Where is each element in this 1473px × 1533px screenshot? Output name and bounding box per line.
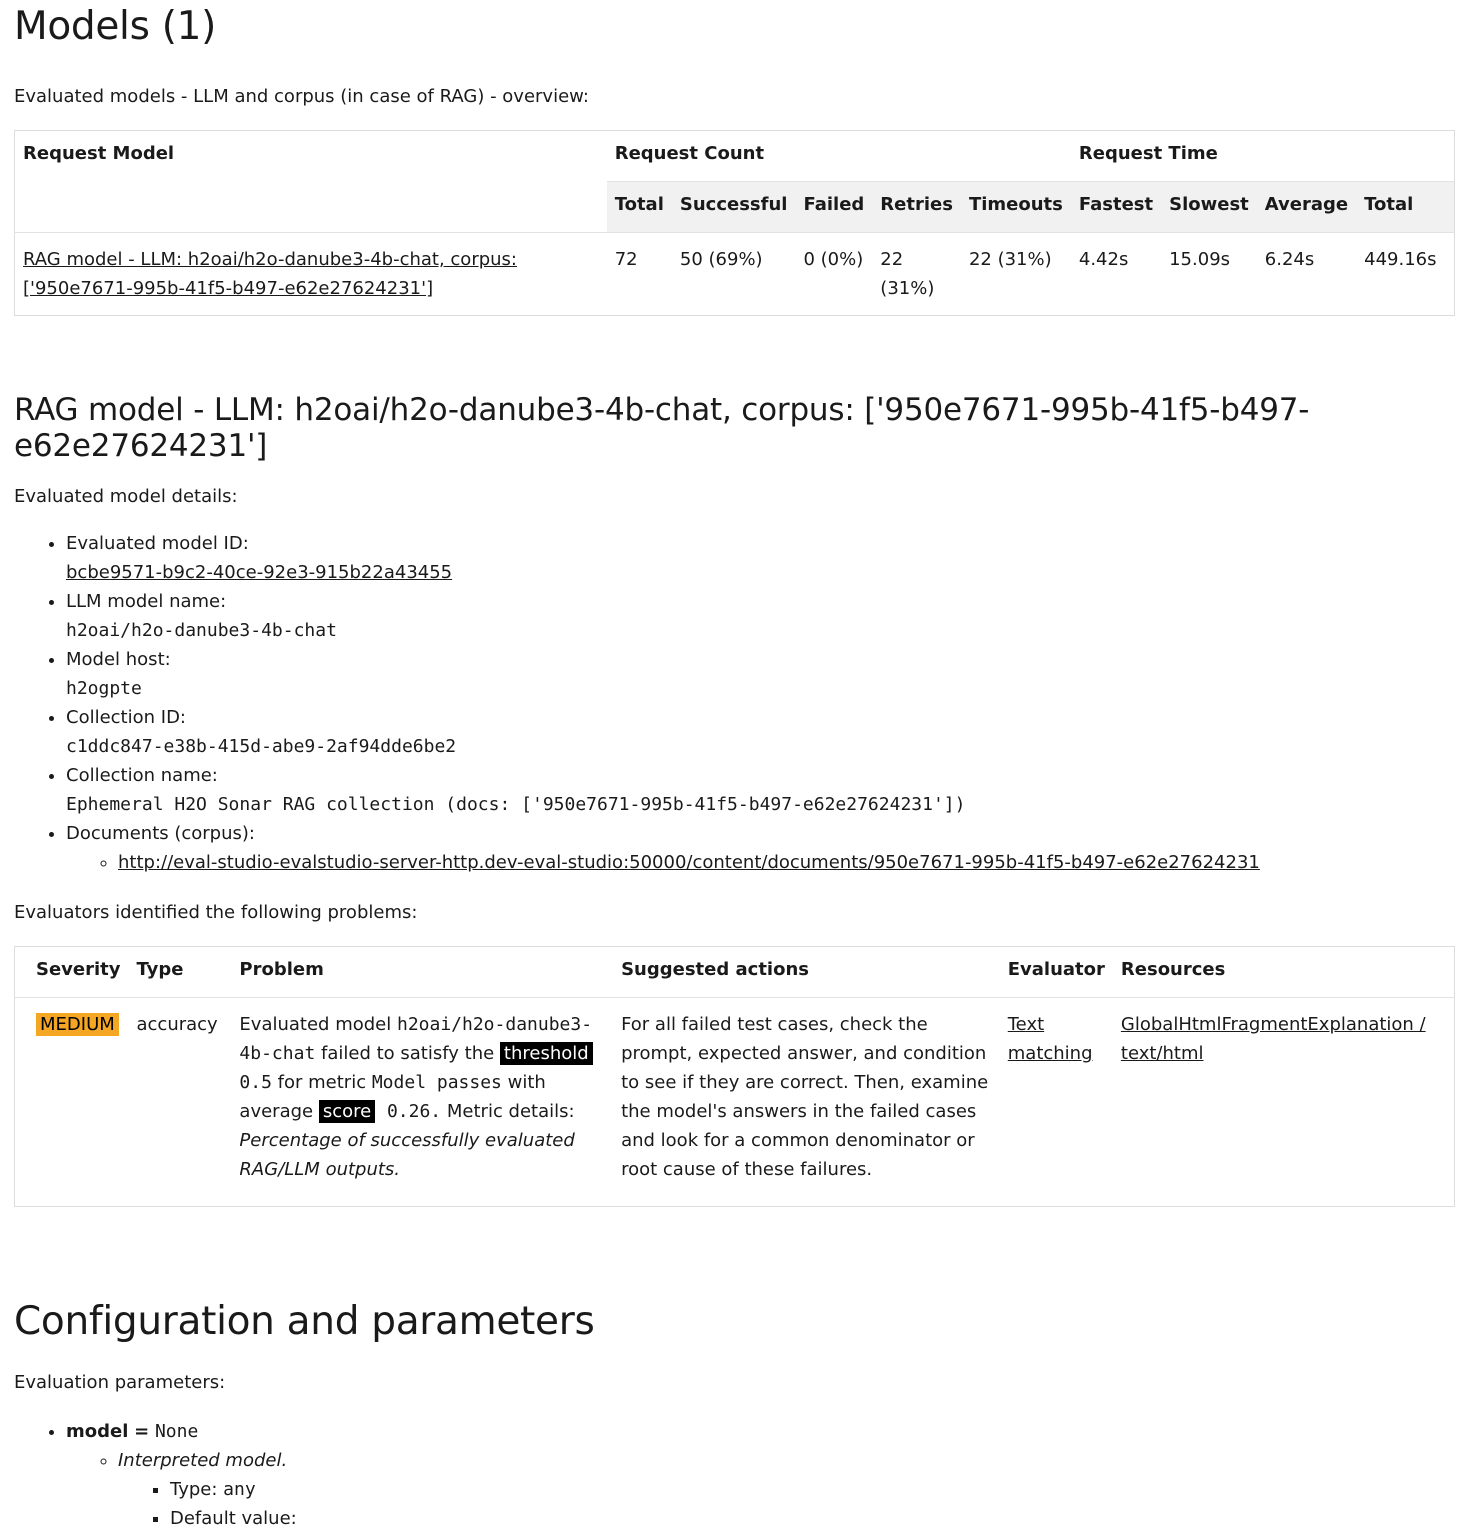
header-actions: Suggested actions <box>621 959 809 980</box>
model-id-link[interactable]: bcbe9571-b9c2-40ce-92e3-915b22a43455 <box>66 562 453 583</box>
threshold-value: 0.5 <box>239 1072 272 1093</box>
collection-name-value: Ephemeral H2O Sonar RAG collection (docs: ['950e7671-995b-41f5-b497-e62e27624231']) <box>66 794 966 815</box>
collection-id-label: Collection ID: <box>66 707 186 728</box>
suggested-actions: For all failed test cases, check the prompt, expected answer, and condition to see if they are correct. Then, examine the model's answers in the failed cases and look for a common denominator or root cause of these failures. <box>613 998 1000 1207</box>
subheader-failed: Failed <box>795 182 872 233</box>
list-item <box>118 848 1459 877</box>
problem-prefix: Evaluated model <box>239 1014 392 1035</box>
metric-details: Percentage of successfully evaluated RAG/LLM outputs. <box>239 1130 575 1180</box>
header-type: Type <box>136 959 184 980</box>
list-item <box>66 1417 1459 1533</box>
problem-description <box>231 998 613 1207</box>
eval-params-label: Evaluation parameters: <box>14 1372 226 1393</box>
list-item <box>118 1446 1459 1533</box>
subheader-total-count: Total <box>607 182 672 233</box>
host-label: Model host: <box>66 649 171 670</box>
host-value: h2ogpte <box>66 678 142 699</box>
default-label: Default value: <box>170 1508 297 1529</box>
header-severity: Severity <box>36 959 121 980</box>
header-request-count: Request Count <box>614 143 765 164</box>
models-heading: Models (1) <box>14 4 217 49</box>
documents-label: Documents (corpus): <box>66 823 255 844</box>
document-url-link[interactable]: http://eval-studio-evalstudio-server-http.dev-eval-studio:50000/content/documents/950e7671-995b-41f5-b497-e62e27624231 <box>118 852 1260 873</box>
evaluator-link[interactable]: Text matching <box>1007 1014 1093 1064</box>
llm-name-label: LLM model name: <box>66 591 227 612</box>
header-evaluator: Evaluator <box>1007 959 1105 980</box>
header-problem: Problem <box>239 959 324 980</box>
param-value: None <box>154 1421 199 1442</box>
rag-model-heading: RAG model - LLM: h2oai/h2o-danube3-4b-chat, corpus: ['950e7671-995b-41f5-b497-e62e27624231'] <box>14 392 1310 464</box>
subheader-average: Average <box>1257 182 1356 233</box>
list-item <box>66 761 1459 819</box>
type-label: Type: <box>170 1479 218 1500</box>
cell-slowest: 15.09s <box>1161 233 1257 316</box>
problem-type: accuracy <box>129 998 232 1207</box>
param-eq: = <box>134 1421 150 1442</box>
header-request-time: Request Time <box>1078 143 1218 164</box>
subheader-successful: Successful <box>672 182 796 233</box>
config-heading: Configuration and parameters <box>14 1299 595 1344</box>
threshold-tag: threshold <box>500 1042 593 1065</box>
collection-id-value: c1ddc847-e38b-415d-abe9-2af94dde6be2 <box>66 736 457 757</box>
for-metric-text: for metric <box>277 1072 367 1093</box>
cell-timeouts: 22 (31%) <box>961 233 1071 316</box>
param-description: Interpreted model. <box>118 1450 288 1471</box>
severity-badge: MEDIUM <box>36 1013 119 1036</box>
subheader-timeouts: Timeouts <box>961 182 1071 233</box>
table-row <box>15 233 1455 316</box>
params-list <box>14 1417 1459 1533</box>
list-item <box>66 703 1459 761</box>
request-model-link[interactable]: RAG model - LLM: h2oai/h2o-danube3-4b-chat, corpus: ['950e7671-995b-41f5-b497-e62e27624231'] <box>23 249 517 299</box>
score-tag: score <box>319 1100 375 1123</box>
models-intro: Evaluated models - LLM and corpus (in case of RAG) - overview: <box>14 86 589 107</box>
cell-successful: 50 (69%) <box>672 233 796 316</box>
table-row <box>15 998 1455 1207</box>
subheader-slowest: Slowest <box>1161 182 1257 233</box>
list-item <box>66 529 1459 587</box>
subheader-total-time: Total <box>1356 182 1454 233</box>
type-value: any <box>223 1479 256 1500</box>
cell-failed: 0 (0%) <box>795 233 872 316</box>
llm-name-value: h2oai/h2o-danube3-4b-chat <box>66 620 337 641</box>
cell-retries: 22 (31%) <box>872 233 961 316</box>
param-name: model <box>66 1421 129 1442</box>
problems-table <box>14 946 1455 1207</box>
model-id-label: Evaluated model ID: <box>66 533 249 554</box>
models-overview-table <box>14 130 1455 316</box>
details-label: Evaluated model details: <box>14 486 238 507</box>
collection-name-label: Collection name: <box>66 765 218 786</box>
list-item <box>66 587 1459 645</box>
metric-details-label: Metric details: <box>446 1101 575 1122</box>
model-details-list <box>14 529 1459 877</box>
subheader-retries: Retries <box>872 182 961 233</box>
list-item <box>66 819 1459 877</box>
header-resources: Resources <box>1120 959 1226 980</box>
list-item <box>170 1475 1459 1504</box>
problems-label: Evaluators identified the following problems: <box>14 902 418 923</box>
subheader-fastest: Fastest <box>1071 182 1161 233</box>
problem-failed-text: failed to satisfy the <box>321 1043 495 1064</box>
with-average-text: with average <box>239 1072 546 1122</box>
resource-link[interactable]: GlobalHtmlFragmentExplanation / text/html <box>1120 1014 1426 1064</box>
cell-total: 72 <box>607 233 672 316</box>
list-item <box>66 645 1459 703</box>
cell-fastest: 4.42s <box>1071 233 1161 316</box>
list-item <box>170 1504 1459 1533</box>
cell-average: 6.24s <box>1257 233 1356 316</box>
cell-time-total: 449.16s <box>1356 233 1454 316</box>
problem-model: h2oai/h2o-danube3-4b-chat <box>239 1014 593 1064</box>
score-value: 0.26. <box>386 1101 442 1122</box>
metric-name: Model passes <box>371 1072 502 1093</box>
header-request-model: Request Model <box>23 143 175 164</box>
